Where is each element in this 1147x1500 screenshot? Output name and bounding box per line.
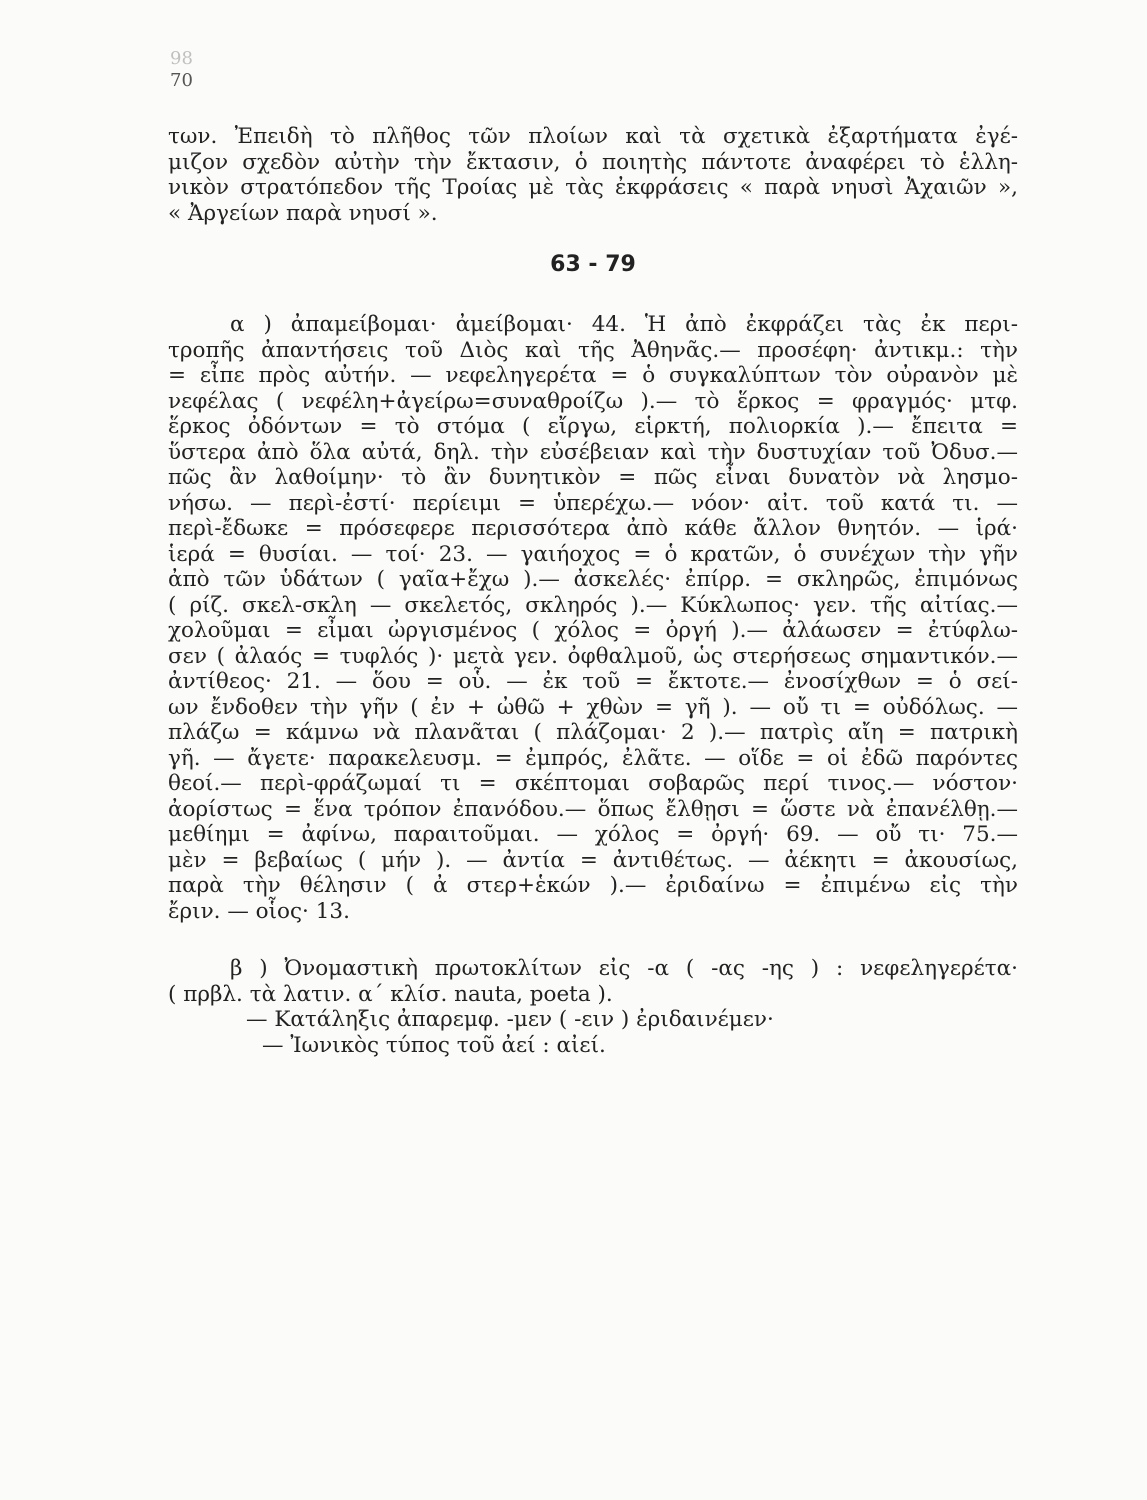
text-line: νήσω. — περὶ-ἐστί· περίειμι = ὑπερέχω.— νόον· αἰτ. τοῦ κατά τι. — — [168, 490, 1018, 516]
text-line: « Ἀργείων παρὰ νηυσί ». — [168, 200, 438, 226]
text-line: ἀπὸ τῶν ὑδάτων ( γαῖα+ἔχω ).— ἀσκελές· ἐπίρρ. = σκληρῶς, ἐπιμόνως — [168, 567, 1018, 592]
text-line: ἕρκος ὀδόντων = τὸ στόμα ( εἴργω, εἱρκτή, πολιορκία ).— ἔπειτα = — [168, 414, 1018, 439]
part-b-paragraph — [168, 956, 1018, 1058]
text-line: = εἶπε πρὸς αὐτήν. — νεφεληγερέτα = ὁ συγκαλύπτων τὸν οὐρανὸν μὲ — [168, 363, 1018, 388]
part-a-paragraph — [168, 312, 1018, 924]
page-number-faint: 98 — [170, 48, 193, 69]
text-line: β ) Ὀνομαστικὴ πρωτοκλίτων εἰς -α ( -ας -ης ) : νεφεληγερέτα· — [230, 956, 1018, 981]
text-line: α ) ἀπαμείβομαι· ἀμείβομαι· 44. Ἡ ἀπὸ ἐκφράζει τὰς ἐκ περι- — [230, 312, 1018, 337]
section-heading: 63 - 79 — [550, 252, 636, 277]
text-line: τροπῆς ἀπαντήσεις τοῦ Διὸς καὶ τῆς Ἀθηνᾶς.— προσέφη· ἀντικμ.: τὴν — [168, 337, 1018, 363]
text-line: ἔριν. — οἷος· 13. — [168, 898, 350, 924]
text-line: θεοί.— περὶ-φράζωμαί τι = σκέπτομαι σοβαρῶς περί τινος.— νόστον· — [168, 771, 1018, 796]
intro-paragraph — [168, 124, 1018, 226]
text-line: γῆ. — ἄγετε· παρακελευσμ. = ἐμπρός, ἐλᾶτε. — οἵδε = οἱ ἐδῶ παρόντες — [168, 745, 1018, 771]
text-line: χολοῦμαι = εἶμαι ὠργισμένος ( χόλος = ὀργή ).— ἀλάωσεν = ἐτύφλω- — [168, 618, 1018, 643]
text-line: μεθίημι = ἀφίνω, παραιτοῦμαι. — χόλος = ὀργή· 69. — οὔ τι· 75.— — [168, 822, 1018, 847]
commentary-text — [168, 124, 1018, 1058]
page-number: 70 — [170, 70, 193, 91]
text-line: ων ἔνδοθεν τὴν γῆν ( ἐν + ὠθῶ + χθὼν = γῆ ). — οὔ τι = οὐδόλως. — — [168, 694, 1018, 720]
text-line: — Κατάληξις ἀπαρεμφ. -μεν ( -ειν ) ἐριδαινέμεν· — [246, 1007, 774, 1032]
text-line: μιζον σχεδὸν αὐτὴν τὴν ἔκτασιν, ὁ ποιητὴς πάντοτε ἀναφέρει τὸ ἑλλη- — [168, 149, 1018, 175]
text-line: νικὸν στρατόπεδον τῆς Τροίας μὲ τὰς ἐκφράσεις « παρὰ νηυσὶ Ἀχαιῶν », — [168, 175, 1018, 200]
text-line: πῶς ἂν λαθοίμην· τὸ ἂν δυνητικὸν = πῶς εἶναι δυνατὸν νὰ λησμο- — [168, 465, 1018, 490]
text-line: ( ρίζ. σκελ-σκλη — σκελετός, σκληρός ).— Κύκλωπος· γεν. τῆς αἰτίας.— — [168, 592, 1018, 618]
text-line: περὶ-ἔδωκε = πρόσεφερε περισσότερα ἀπὸ κάθε ἄλλον θνητόν. — ἱρά· — [168, 516, 1018, 541]
text-line: ὕστερα ἀπὸ ὅλα αὐτά, δηλ. τὴν εὐσέβειαν καὶ τὴν δυστυχίαν τοῦ Ὀδυσ.— — [168, 439, 1018, 465]
text-line: σεν ( ἀλαός = τυφλός )· μετὰ γεν. ὀφθαλμοῦ, ὡς στερήσεως σημαντικόν.— — [168, 643, 1018, 669]
text-line: ἱερά = θυσίαι. — τοί· 23. — γαιήοχος = ὁ κρατῶν, ὁ συνέχων τὴν γῆν — [168, 541, 1018, 567]
text-line: μὲν = βεβαίως ( μήν ). — ἀντία = ἀντιθέτως. — ἀέκητι = ἀκουσίως, — [168, 847, 1018, 873]
text-line: — Ἰωνικὸς τύπος τοῦ ἀεί : αἰεί. — [262, 1032, 606, 1058]
text-line: παρὰ τὴν θέλησιν ( ἀ στερ+ἑκών ).— ἐριδαίνω = ἐπιμένω εἰς τὴν — [168, 873, 1018, 898]
text-line: των. Ἐπειδὴ τὸ πλῆθος τῶν πλοίων καὶ τὰ σχετικὰ ἐξαρτήματα ἐγέ- — [168, 124, 1018, 149]
text-line: πλάζω = κάμνω νὰ πλανᾶται ( πλάζομαι· 2 ).— πατρὶς αἴη = πατρικὴ — [168, 720, 1018, 745]
text-line: ( πρβλ. τὰ λατιν. α΄ κλίσ. nauta, poeta ). — [168, 981, 613, 1007]
text-line: ἀντίθεος· 21. — ὅου = οὗ. — ἐκ τοῦ = ἔκτοτε.— ἐνοσίχθων = ὁ σεί- — [168, 669, 1018, 694]
text-line: νεφέλας ( νεφέλη+ἀγείρω=συναθροίζω ).— τὸ ἕρκος = φραγμός· μτφ. — [168, 388, 1018, 414]
text-line: ἀορίστως = ἕνα τρόπον ἐπανόδου.— ὅπως ἔλθῃσι = ὥστε νὰ ἐπανέλθῃ.— — [168, 796, 1018, 822]
